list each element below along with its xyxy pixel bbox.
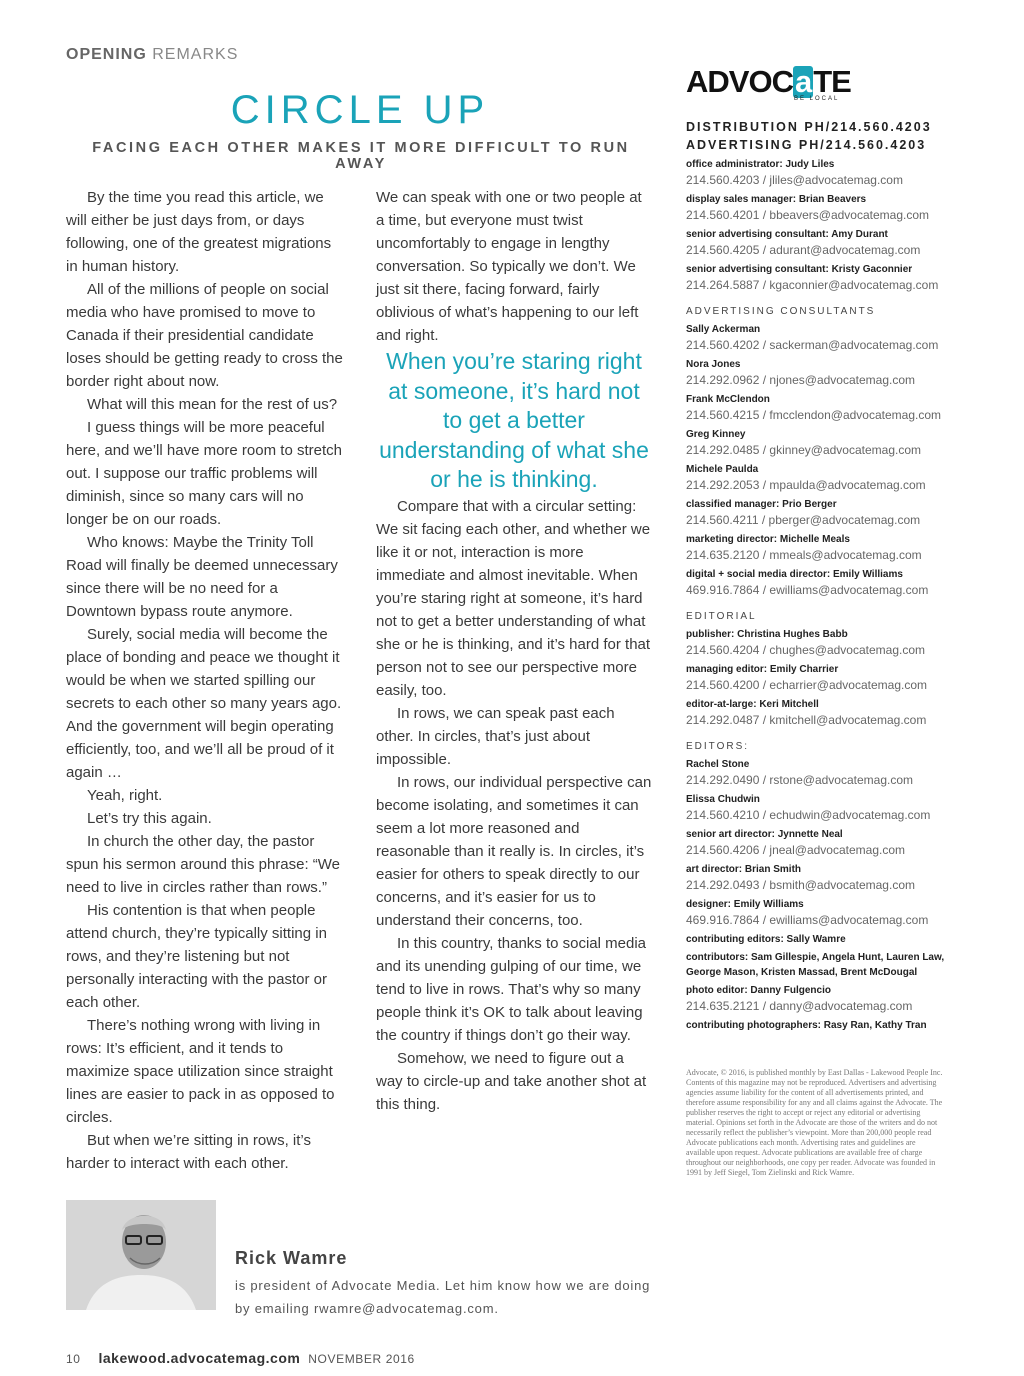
staff-contact: 214.560.4210 / echudwin@advocatemag.com	[686, 808, 931, 822]
paragraph: Who knows: Maybe the Trinity Toll Road will finally be deemed unnecessary since there will be no need for a Downtown bypass route anymore.	[66, 534, 338, 620]
page-number: 10	[66, 1352, 81, 1366]
staff-contact: 214.292.2053 / mpaulda@advocatemag.com	[686, 478, 926, 492]
paragraph: Yeah, right.	[87, 787, 163, 804]
staff-contact: 214.635.2120 / mmeals@advocatemag.com	[686, 548, 922, 562]
article-column-2	[376, 186, 652, 1116]
phone-lines	[686, 118, 966, 154]
author-name: Rick Wamre	[235, 1248, 348, 1268]
editors-heading: EDITORS:	[686, 741, 750, 752]
paragraph: Surely, social media will become the place of bonding and peace we thought it would be when we started spilling our secrets to each other so many years ago. And the government will begin operating efficiently, too, and we’ll all be proud of it again …	[66, 626, 342, 781]
consultants-heading: ADVERTISING CONSULTANTS	[686, 306, 876, 317]
staff-contact: 214.560.4205 / adurant@advocatemag.com	[686, 243, 921, 257]
staff-contact: 214.560.4200 / echarrier@advocatemag.com	[686, 678, 927, 692]
paragraph: Compare that with a circular setting: We sit facing each other, and whether we like it or not, interaction is more immediate and almost inevitable. When you’re staring right at someone, it’s hard not to get a better understanding of what she or he is thinking, and it’s hard for that person not to see our perspective more easily, too.	[376, 497, 651, 699]
staff-role: senior advertising consultant: Amy Durant	[686, 229, 888, 240]
editorial-list	[686, 627, 966, 729]
paragraph: In church the other day, the pastor spun his sermon around this phrase: “We need to live in circles rather than rows.”	[66, 833, 341, 896]
author-photo	[66, 1200, 216, 1310]
paragraph: I guess things will be more peaceful here, and we’ll have more room to stretch out. I suppose our traffic problems will diminish, since so many cars will no longer be on our roads.	[66, 419, 342, 528]
staff-role: contributing photographers: Rasy Ran, Kathy Tran	[686, 1020, 927, 1031]
paragraph: But when we’re sitting in rows, it’s harder to interact with each other.	[66, 1132, 311, 1172]
page-footer	[66, 1350, 415, 1366]
masthead-sidebar	[686, 66, 966, 1033]
article-headline: CIRCLE UP	[230, 88, 490, 132]
staff-contact: 214.292.0485 / gkinney@advocatemag.com	[686, 443, 922, 457]
staff-role: managing editor: Emily Charrier	[686, 664, 839, 675]
staff-role: classified manager: Prio Berger	[686, 499, 837, 510]
staff-role: designer: Emily Williams	[686, 899, 804, 910]
advocate-logo: ADVOCaTE BE LOCAL	[686, 64, 851, 102]
staff-role: office administrator: Judy Liles	[686, 159, 835, 170]
staff-role: contributing editors: Sally Wamre	[686, 934, 846, 945]
staff-role: marketing director: Michelle Meals	[686, 534, 850, 545]
staff-role: photo editor: Danny Fulgencio	[686, 985, 831, 996]
staff-role: Rachel Stone	[686, 759, 750, 770]
column-2-intro: We can speak with one or two people at a time, but everyone must twist uncomfortably to engage in lengthy conversation. So typically we don’t. We just sit there, facing forward, fairly oblivious of what’s happening to our left and right.	[376, 189, 642, 344]
staff-contact: 214.292.0962 / njones@advocatemag.com	[686, 373, 916, 387]
paragraph: His contention is that when people attend church, they’re typically sitting in rows, and they’re listening but not personally interacting with the pastor or each other.	[66, 902, 327, 1011]
staff-role: display sales manager: Brian Beavers	[686, 194, 867, 205]
staff-list-top	[686, 157, 966, 294]
logo-tagline: BE LOCAL	[794, 96, 840, 102]
paragraph: Somehow, we need to figure out a way to circle-up and take another shot at this thing.	[376, 1049, 647, 1113]
staff-contact: 469.916.7864 / ewilliams@advocatemag.com	[686, 583, 929, 597]
staff-contact: 214.264.5887 / kgaconnier@advocatemag.com	[686, 278, 939, 292]
staff-role: Nora Jones	[686, 359, 741, 370]
section-label	[66, 46, 238, 64]
section-label-bold: OPENING	[66, 46, 147, 63]
author-bio: is president of Advocate Media. Let him know how we are doing by emailing rwamre@advocatemag.com.	[235, 1278, 651, 1316]
author-portrait-icon	[66, 1200, 216, 1310]
consultants-list	[686, 322, 966, 599]
paragraph: There’s nothing wrong with living in rows: It’s efficient, and it tends to maximize space utilization since straight lines are easier to pack in as opposed to circles.	[66, 1017, 335, 1126]
staff-contact: 214.560.4215 / fmcclendon@advocatemag.com	[686, 408, 942, 422]
legal-fineprint: Advocate, © 2016, is published monthly by East Dallas - Lakewood People Inc. Contents of this magazine may not be reproduced. Advertisers and advertising agencies assume liability for the content of all advertisements printed, and therefore assume responsibility for any and all claims against the Advocate. The publisher reserves the right to accept or reject any editorial or advertising material. Opinions set forth in the Advocate are those of the writers and do not necessarily reflect the publisher’s viewpoint. More than 200,000 people read Advocate publications each month. Advertising rates and guidelines are available upon request. Advocate publications are available free of charge throughout our neighborhoods, one copy per reader. Advocate was founded in 1991 by Jeff Siegel, Tom Zielinski and Rick Wamre.	[686, 1068, 943, 1177]
column-2-body	[376, 495, 652, 1116]
staff-role: publisher: Christina Hughes Babb	[686, 629, 848, 640]
distribution-phone: DISTRIBUTION PH/214.560.4203	[686, 120, 932, 134]
section-label-light: REMARKS	[152, 46, 239, 63]
staff-contact: 214.292.0493 / bsmith@advocatemag.com	[686, 878, 915, 892]
editorial-heading: EDITORIAL	[686, 611, 757, 622]
editors-list	[686, 757, 966, 1033]
article-column-1	[66, 186, 346, 1175]
paragraph: In rows, our individual perspective can become isolating, and sometimes it can seem a lot more reasoned and reasonable than it really is. In circles, it’s easier for others to speak directly to our concerns, and it’s easier for us to understand their concerns, too.	[376, 773, 652, 929]
staff-contact: 469.916.7864 / ewilliams@advocatemag.com	[686, 913, 929, 927]
staff-role: contributors: Sam Gillespie, Angela Hunt, Lauren Law, George Mason, Kristen Massad, Brent McDougal	[686, 952, 945, 978]
staff-contact: 214.560.4202 / sackerman@advocatemag.com	[686, 338, 939, 352]
site-url[interactable]: lakewood.advocatemag.com	[98, 1350, 301, 1366]
staff-role: senior advertising consultant: Kristy Gaconnier	[686, 264, 913, 275]
staff-role: Michele Paulda	[686, 464, 759, 475]
paragraph: All of the millions of people on social media who have promised to move to Canada if their presidential candidate loses should be getting ready to cross the border right about now.	[66, 281, 343, 390]
logo-at-icon: a	[794, 64, 812, 99]
staff-role: editor-at-large: Keri Mitchell	[686, 699, 819, 710]
advertising-phone: ADVERTISING PH/214.560.4203	[686, 138, 927, 152]
pull-quote: When you’re staring right at someone, it’s hard not to get a better understanding of what she or he is thinking.	[379, 348, 649, 492]
staff-contact: 214.560.4201 / bbeavers@advocatemag.com	[686, 208, 930, 222]
staff-contact: 214.560.4211 / pberger@advocatemag.com	[686, 513, 921, 527]
paragraph: What will this mean for the rest of us?	[87, 396, 338, 413]
staff-role: art director: Brian Smith	[686, 864, 802, 875]
staff-contact: 214.560.4203 / jliles@advocatemag.com	[686, 173, 903, 187]
staff-contact: 214.635.2121 / danny@advocatemag.com	[686, 999, 913, 1013]
article-subhead: FACING EACH OTHER MAKES IT MORE DIFFICULT TO RUN AWAY	[92, 140, 630, 172]
paragraph: By the time you read this article, we will either be just days from, or days following, one of the greatest migrations in human history.	[66, 189, 332, 275]
staff-contact: 214.292.0490 / rstone@advocatemag.com	[686, 773, 913, 787]
staff-role: Sally Ackerman	[686, 324, 761, 335]
issue-date: NOVEMBER 2016	[308, 1352, 415, 1366]
staff-contact: 214.560.4206 / jneal@advocatemag.com	[686, 843, 905, 857]
staff-contact: 214.560.4204 / chughes@advocatemag.com	[686, 643, 926, 657]
staff-contact: 214.292.0487 / kmitchell@advocatemag.com	[686, 713, 927, 727]
paragraph: In this country, thanks to social media and its unending gulping of our time, we tend to live in rows. That’s why so many people think it’s OK to talk about leaving the country if things don’t go their way.	[376, 934, 647, 1044]
staff-role: Greg Kinney	[686, 429, 746, 440]
staff-role: digital + social media director: Emily Williams	[686, 569, 903, 580]
staff-role: Elissa Chudwin	[686, 794, 760, 805]
staff-role: Frank McClendon	[686, 394, 770, 405]
paragraph: In rows, we can speak past each other. In circles, that’s just about impossible.	[376, 704, 615, 768]
staff-role: senior art director: Jynnette Neal	[686, 829, 843, 840]
paragraph: Let’s try this again.	[87, 810, 212, 827]
